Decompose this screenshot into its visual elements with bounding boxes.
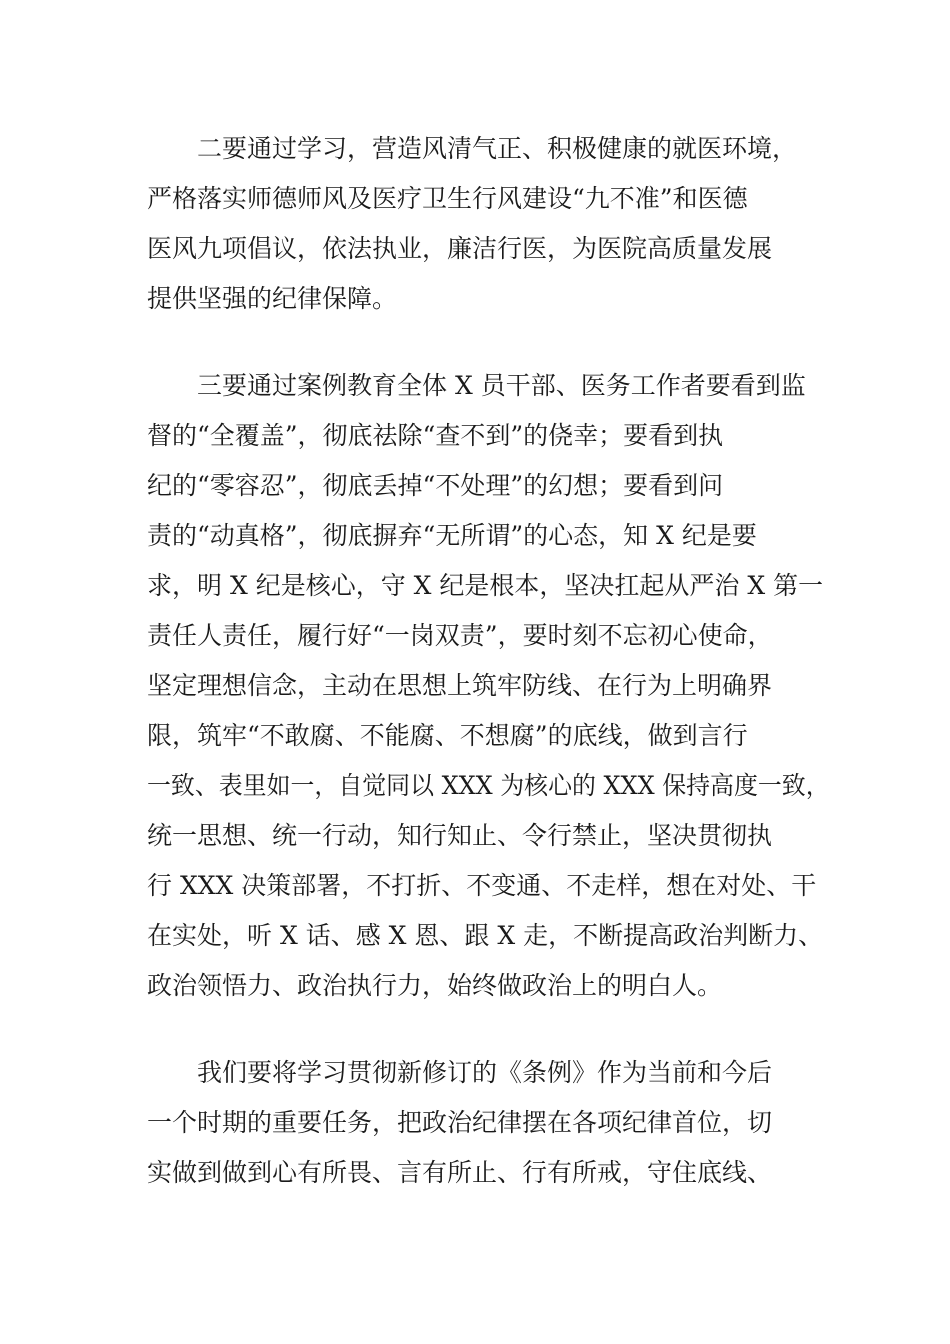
paragraph-2-line-6: 责任人责任，履行好“一岗双责”，要时刻不忘初心使命，: [147, 621, 773, 650]
paragraph-2-line-3: 纪的“零容忍”，彻底丢掉“不处理”的幻想；要看到问: [147, 471, 724, 500]
paragraph-2-line-8: 限，筑牢“不敢腐、不能腐、不想腐”的底线，做到言行: [147, 721, 748, 750]
paragraph-3-line-1: 我们要将学习贯彻新修订的《条例》作为当前和今后: [197, 1058, 773, 1087]
paragraph-2-line-10: 统一思想、统一行动，知行知止、令行禁止，坚决贯彻执: [147, 821, 773, 850]
paragraph-2-line-13: 政治领悟力、政治执行力，始终做政治上的明白人。: [147, 971, 723, 1000]
paragraph-2-line-11: 行 XXX 决策部署，不打折、不变通、不走样，想在对处、干: [147, 871, 817, 900]
paragraph-2-line-7: 坚定理想信念，主动在思想上筑牢防线、在行为上明确界: [147, 671, 773, 700]
paragraph-2-line-2: 督的“全覆盖”，彻底祛除“查不到”的侥幸；要看到执: [147, 421, 724, 450]
paragraph-3-line-2: 一个时期的重要任务，把政治纪律摆在各项纪律首位，切: [147, 1108, 773, 1137]
paragraph-2-line-12: 在实处，听 X 话、感 X 恩、跟 X 走，不断提高政治判断力、: [147, 921, 824, 950]
paragraph-2-line-4: 责的“动真格”，彻底摒弃“无所谓”的心态，知 X 纪是要: [147, 521, 757, 550]
paragraph-1-line-2: 严格落实师德师风及医疗卫生行风建设“九不准”和医德: [147, 184, 748, 213]
paragraph-1-line-4: 提供坚强的纪律保障。: [147, 284, 398, 313]
paragraph-1-line-1: 二要通过学习，营造风清气正、积极健康的就医环境，: [197, 134, 798, 163]
paragraph-2-line-1: 三要通过案例教育全体 X 员干部、医务工作者要看到监: [197, 371, 806, 400]
paragraph-3-line-3: 实做到做到心有所畏、言有所止、行有所戒，守住底线、: [147, 1158, 773, 1187]
paragraph-2-line-5: 求，明 X 纪是核心，守 X 纪是根本，坚决扛起从严治 X 第一: [147, 571, 824, 600]
paragraph-1-line-3: 医风九项倡议，依法执业，廉洁行医，为医院高质量发展: [147, 234, 773, 263]
paragraph-2-line-9: 一致、表里如一，自觉同以 XXX 为核心的 XXX 保持高度一致，: [147, 771, 830, 800]
